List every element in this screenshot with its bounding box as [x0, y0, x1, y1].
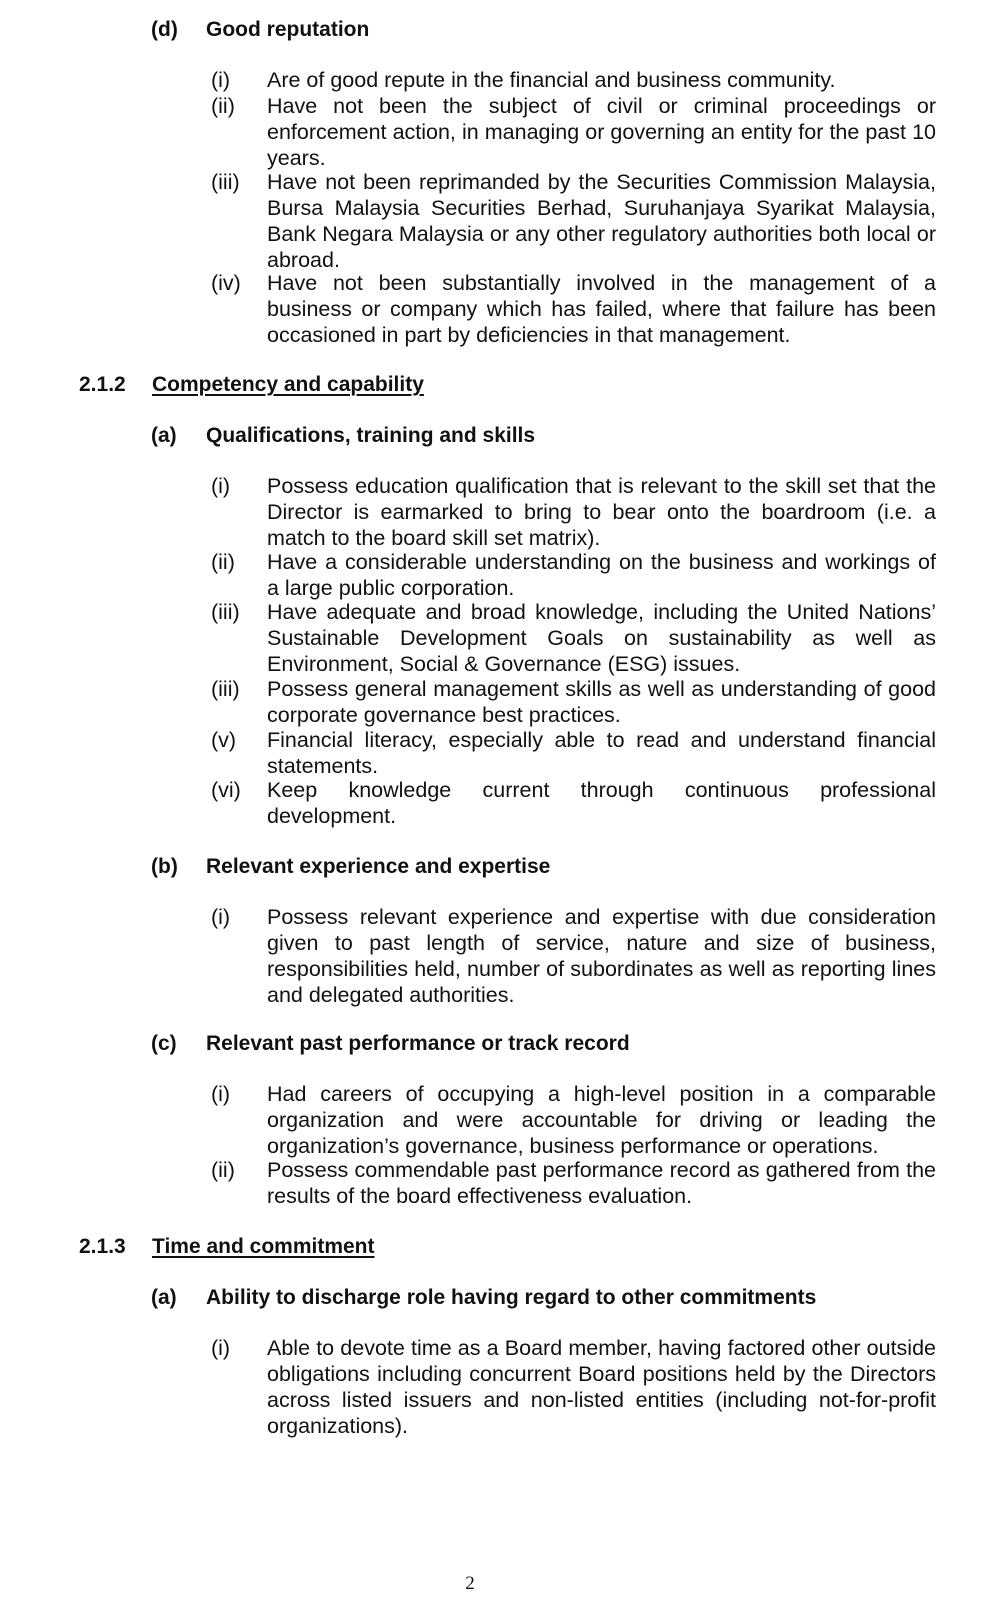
item-number: (iii) [211, 677, 240, 701]
item-number: (i) [211, 1336, 231, 1360]
item-text: Are of good repute in the financial and business community. [267, 68, 836, 92]
subsection-title: Qualifications, training and skills [206, 424, 536, 447]
item-number: (iv) [211, 271, 241, 295]
list-item [211, 68, 936, 94]
section-number: 2.1.3 [79, 1235, 126, 1258]
list-item [211, 728, 936, 780]
item-text: Possess commendable past performance record as gathered from the results of the board effectiveness evaluation. [267, 1158, 936, 1208]
section-title: Competency and capability [152, 373, 424, 396]
list-item [211, 474, 936, 552]
item-number: (v) [211, 728, 237, 752]
item-text: Have a considerable understanding on the business and workings of a large public corporation. [267, 550, 936, 600]
list-item [211, 94, 936, 172]
list-item [211, 1082, 936, 1160]
item-number: (i) [211, 474, 231, 498]
list-item [211, 778, 936, 830]
subsection-label: (a) [151, 1286, 177, 1309]
section-number: 2.1.2 [79, 373, 126, 396]
section-title: Time and commitment [152, 1235, 375, 1258]
item-text: Possess relevant experience and expertise with due consideration given to past length of service, nature and size of business, responsibilities held, number of subordinates as well as reporting lines and delegated authorities. [267, 905, 936, 1007]
subsection-title: Good reputation [206, 18, 370, 41]
list-item [211, 1158, 936, 1210]
item-text: Had careers of occupying a high-level position in a comparable organization and were accountable for driving or leading the organization’s governance, business performance or operations. [267, 1082, 936, 1158]
subsection-label: (b) [151, 855, 178, 878]
subsection-label: (d) [151, 18, 178, 41]
item-text: Have not been reprimanded by the Securities Commission Malaysia, Bursa Malaysia Securities Berhad, Suruhanjaya Syarikat Malaysia, Bank Negara Malaysia or any other regulatory authorities both local or abroad. [267, 170, 936, 272]
list-item [211, 600, 936, 678]
list-item [211, 905, 936, 1009]
item-number: (iii) [211, 600, 240, 624]
item-text: Possess general management skills as well as understanding of good corporate governance best practices. [267, 677, 936, 727]
item-text: Possess education qualification that is relevant to the skill set that the Director is earmarked to bring to bear onto the boardroom (i.e. a match to the board skill set matrix). [267, 474, 936, 550]
item-number: (ii) [211, 550, 235, 574]
subsection-title: Relevant experience and expertise [206, 855, 551, 878]
item-number: (iii) [211, 170, 240, 194]
item-number: (ii) [211, 1158, 235, 1182]
subsection-title: Relevant past performance or track record [206, 1032, 630, 1055]
item-number: (vi) [211, 778, 241, 802]
list-item [211, 271, 936, 349]
item-text: Able to devote time as a Board member, having factored other outside obligations including concurrent Board positions held by the Directors across listed issuers and non-listed entities (including not-for-profit organizations). [267, 1336, 936, 1438]
list-item [211, 677, 936, 729]
list-item [211, 170, 936, 274]
page-number: 2 [465, 1573, 475, 1594]
subsection-title: Ability to discharge role having regard to other commitments [206, 1286, 817, 1309]
list-item [211, 550, 936, 602]
subsection-label: (c) [151, 1032, 177, 1055]
item-text: Have not been substantially involved in the management of a business or company which has failed, where that failure has been occasioned in part by deficiencies in that management. [267, 271, 936, 347]
item-text: Financial literacy, especially able to read and understand financial statements. [267, 728, 936, 778]
item-number: (i) [211, 1082, 231, 1106]
item-number: (ii) [211, 94, 235, 118]
item-text: Keep knowledge current through continuous professional development. [267, 778, 936, 828]
item-text: Have not been the subject of civil or criminal proceedings or enforcement action, in managing or governing an entity for the past 10 years. [267, 94, 936, 170]
item-number: (i) [211, 68, 231, 92]
subsection-label: (a) [151, 424, 177, 447]
item-text: Have adequate and broad knowledge, including the United Nations’ Sustainable Development Goals on sustainability as well as Environment, Social & Governance (ESG) issues. [267, 600, 936, 676]
item-number: (i) [211, 905, 231, 929]
list-item [211, 1336, 936, 1440]
